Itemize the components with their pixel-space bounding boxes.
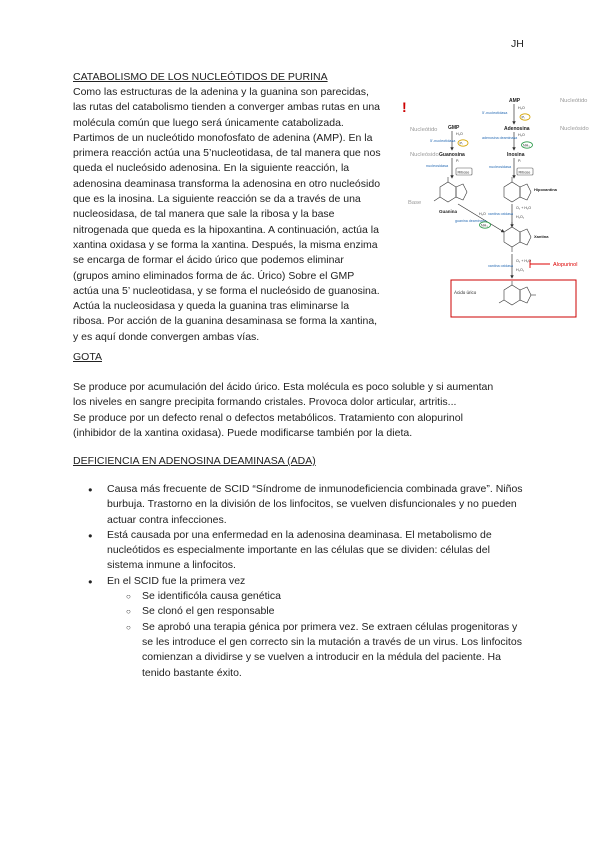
catabolism-line: Partimos de un nucleótido monofosfato de adenina (AMP). En la: [73, 131, 373, 144]
ada-bullet-first-time-text: En el SCID fue la primera vez: [107, 574, 246, 587]
exclamation-mark: !: [402, 99, 407, 115]
gota-line: Se produce por acumulación del ácido úrico. Esta molécula es poco soluble y si aumentan: [73, 381, 494, 393]
phosphate-4: Pᵢ: [456, 159, 459, 163]
uric-acid-box: [451, 280, 576, 317]
enzyme-nucleosidase-i: nucleosidasa: [489, 165, 512, 169]
catabolism-line: xantina oxidasa y se forma la xantina. Después, la misma enzima: [73, 238, 378, 251]
uric-acid-structure: [499, 281, 536, 305]
ribose-1: Ribose: [518, 170, 531, 175]
amp-label: AMP: [509, 98, 521, 104]
catabolism-line: que es la inosina. La siguiente reacción se da a través de una: [73, 193, 361, 206]
ada-bullet-first-time: [73, 574, 528, 681]
ada-sub-bullet-genetic-cause: ○ Se identificóla causa genética: [107, 589, 528, 604]
enzyme-5-nucleotidase-g: 5'-nucleotidasa: [430, 139, 456, 143]
guanosine-label: Guanosina: [439, 152, 465, 158]
catabolism-line: las rutas del catabolismo tienden a converger ambas rutas en una: [73, 101, 381, 114]
gota-line: (inhibidor de la xantina oxidasa). Puede modificarse también por la dieta.: [73, 426, 413, 439]
catabolism-line: (grupos amino eliminados forma de ác. Úrico) Sobre el GMP: [73, 269, 355, 282]
uric-acid-label: Ácido úrico: [454, 290, 477, 295]
h2o2-1: H₂O₂: [516, 215, 525, 219]
ada-title: DEFICIENCIA EN ADENOSINA DEAMINASA (ADA): [73, 455, 316, 467]
catabolism-line: y es aquí donde convergen ambas vías.: [73, 330, 260, 343]
catabolism-line: Como las estructuras de la adenina y la guanina son parecidas,: [73, 86, 369, 98]
enzyme-xanthine-oxidase-2: xantina oxidasa: [488, 264, 513, 268]
ada-sub-bullet-list: [107, 589, 528, 681]
alopurinol-note: Alopurinol: [553, 262, 578, 268]
enzyme-nucleosidase-g: nucleosidasa: [426, 164, 449, 168]
enzyme-guanine-deaminase: guanina deaminasa: [455, 219, 487, 223]
gmp-label: GMP: [448, 125, 460, 131]
ada-sub-bullet-gene-cloned: ○ Se clonó el gen responsable: [107, 604, 528, 619]
guanine-label: Guanina: [439, 209, 458, 214]
enzyme-adenosine-deaminase: adenosina deaminasa: [482, 136, 518, 140]
label-base: Base: [408, 200, 422, 206]
author-initials: JH: [511, 38, 524, 50]
water-6: H₂O: [524, 259, 532, 263]
ada-bullet-list: [73, 482, 528, 681]
o2-2: O₂: [516, 259, 521, 263]
catabolism-line: se encarga de formar el ácido úrico que podemos eliminar: [73, 254, 344, 267]
xanthine-structure: [504, 222, 531, 252]
hypoxanthine-structure: [504, 177, 531, 202]
phosphate-3: Pᵢ: [459, 141, 463, 146]
phosphate-2: Pᵢ: [518, 159, 521, 163]
purine-catabolism-diagram: [400, 92, 595, 318]
gota-line: los niveles en sangre precipita formando cristales. Provoca dolor articular, artritis...: [73, 396, 457, 409]
label-nucleoside-left: Nucleósido: [410, 152, 439, 158]
ada-sub-bullet-gene-therapy: ○ Se aprobó una terapia génica por primera vez. Se extraen células progenitoras y se les introduce el gen correcto sin la mutación a través de un virus. Los linfocitos comienzan a dividirse y se vuelven a introducir en la médula del paciente. Ha tenido bastante éxito.: [107, 620, 528, 681]
water-3: H₂O: [456, 132, 463, 136]
o2-water-1: O₂ + H₂O: [516, 206, 532, 210]
label-nucleotide-left: Nucleótido: [410, 127, 438, 133]
xanthine-label: Xantina: [534, 234, 549, 239]
water-1: H₂O: [518, 106, 525, 110]
water-4: H₂O: [524, 206, 532, 210]
adenosine-label: Adenosina: [504, 126, 530, 132]
enzyme-xanthine-oxidase-1: xantina oxidasa: [488, 212, 513, 216]
catabolism-line: actúa una 5’ nucleotidasa, y se forma el nucleósido de guanosina.: [73, 284, 380, 297]
guanine-structure: [434, 177, 467, 202]
catabolism-line: Actúa la nucleosidasa y queda la guanina tras eliminarse la: [73, 300, 350, 313]
o2-1: O₂: [516, 206, 521, 210]
catabolism-line: ribosa. Por acción de la guanina desaminasa se forma la xantina,: [73, 315, 378, 328]
o2-water-2: O₂ + H₂O: [516, 259, 532, 263]
label-nucleoside-right: Nucleósido: [560, 126, 589, 132]
catabolism-line: molécula común que luego será únicamente catabolizada.: [73, 116, 344, 129]
ammonia-1: NH₃: [523, 143, 530, 148]
water-2: H₂O: [518, 133, 525, 137]
catabolism-paragraph: [73, 85, 401, 345]
label-nucleotide-right: Nucleótido: [560, 98, 588, 104]
h2o2-2: H₂O₂: [516, 268, 525, 272]
ribose-2: Ribose: [457, 170, 470, 175]
gota-title: GOTA: [73, 351, 102, 363]
gota-paragraph: [73, 380, 533, 441]
catabolism-title: CATABOLISMO DE LOS NUCLEÓTIDOS DE PURINA: [73, 71, 328, 83]
ada-bullet-cause: ● Está causada por una enfermedad en la adenosina deaminasa. El metabolismo de nucleótidos es especialmente importante en las células que se dividen: células del sistema inmune a linfocitos.: [73, 528, 528, 574]
guanine-to-xanthine-arrow: [458, 204, 504, 232]
water-5: H₂O: [479, 212, 486, 216]
enzyme-5-nucleotidase-a: 5'-nucleotidasa: [482, 111, 508, 115]
catabolism-line: adenosina deaminasa transforma la adenosina en otro nucleósido: [73, 177, 381, 190]
ammonia-2: NH₃: [481, 223, 488, 228]
catabolism-line: nucleosidasa, de tal manera que sale la ribosa y la base: [73, 208, 335, 221]
catabolism-line: queda el nucleósido adenosina. En la siguiente reacción, la: [73, 162, 350, 175]
hypoxanthine-label: Hipoxantina: [534, 187, 557, 192]
catabolism-line: nitrogenada que queda es la hipoxantina. A continuación, actúa la: [73, 223, 379, 236]
inosine-label: Inosina: [507, 152, 525, 158]
gota-line: Se produce por un defecto renal o defectos metabólicos. Tratamiento con alopurinol: [73, 411, 463, 424]
phosphate-1: Pᵢ: [521, 115, 525, 120]
catabolism-line: primera reacción actúa una 5’nucleotidasa, de tal manera que nos: [73, 147, 381, 160]
ada-bullet-scid: ● Causa más frecuente de SCID “Síndrome de inmunodeficiencia combinada grave”. Niños burbuja. Trastorno en la división de los linfocitos, se vuelven disfuncionales y no pueden actuar contra infecciones.: [73, 482, 528, 528]
